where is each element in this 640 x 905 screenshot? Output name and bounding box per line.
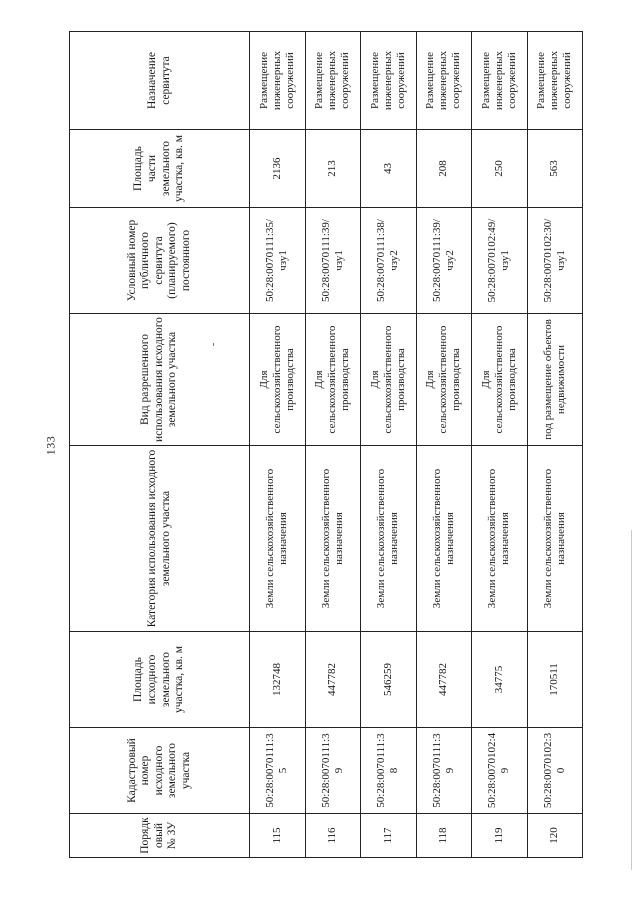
cell-cadastral: 50:28:0070111:39 bbox=[416, 728, 472, 814]
cell-servitude-number: 50:28:0070102:30/чзу1 bbox=[527, 208, 583, 314]
cell-permitted-use: Для сельскохозяйственного производства bbox=[472, 314, 528, 446]
cell-purpose: Размещение инженерных сооружений bbox=[361, 32, 417, 130]
cell-permitted-use: под размещение объектов недвижимости bbox=[527, 314, 583, 446]
cell-part-area: 43 bbox=[361, 130, 417, 208]
header-category: Категория использования исходного земельного участка bbox=[70, 446, 250, 632]
cell-cadastral: 50:28:0070111:38 bbox=[361, 728, 417, 814]
cell-part-area: 213 bbox=[305, 130, 361, 208]
cell-category: Земли сельскохозяйственного назначения bbox=[472, 446, 528, 632]
cell-num: 115 bbox=[250, 814, 306, 858]
cell-servitude-number: 50:28:0070111:39/чзу2 bbox=[416, 208, 472, 314]
cell-category: Земли сельскохозяйственного назначения bbox=[305, 446, 361, 632]
cell-purpose: Размещение инженерных сооружений bbox=[250, 32, 306, 130]
cell-purpose: Размещение инженерных сооружений bbox=[527, 32, 583, 130]
cell-source-area: 34775 bbox=[472, 632, 528, 728]
cell-category: Земли сельскохозяйственного назначения bbox=[527, 446, 583, 632]
cell-cadastral: 50:28:0070102:49 bbox=[472, 728, 528, 814]
table-row bbox=[416, 32, 472, 858]
cell-num: 119 bbox=[472, 814, 528, 858]
cell-cadastral: 50:28:0070111:39 bbox=[305, 728, 361, 814]
cell-part-area: 250 bbox=[472, 130, 528, 208]
cell-servitude-number: 50:28:0070111:38/чзу2 bbox=[361, 208, 417, 314]
servitude-table-container bbox=[69, 32, 583, 858]
cell-source-area: 447782 bbox=[416, 632, 472, 728]
cell-cadastral: 50:28:0070111:35 bbox=[250, 728, 306, 814]
cell-part-area: 563 bbox=[527, 130, 583, 208]
table-row bbox=[305, 32, 361, 858]
cell-category: Земли сельскохозяйственного назначения bbox=[416, 446, 472, 632]
header-purpose: Назначение сервитута bbox=[70, 32, 250, 130]
cell-source-area: 170511 bbox=[527, 632, 583, 728]
page-number: 133 bbox=[43, 435, 58, 456]
header-part-area: Площадь части земельного участка, кв. м bbox=[70, 130, 250, 208]
cell-num: 118 bbox=[416, 814, 472, 858]
cell-part-area: 2136 bbox=[250, 130, 306, 208]
cell-num: 117 bbox=[361, 814, 417, 858]
cell-cadastral: 50:28:0070102:30 bbox=[527, 728, 583, 814]
cell-category: Земли сельскохозяйственного назначения bbox=[361, 446, 417, 632]
servitude-table bbox=[69, 31, 583, 858]
table-row bbox=[527, 32, 583, 858]
header-num: Порядковый № ЗУ bbox=[70, 814, 250, 858]
cell-permitted-use: Для сельскохозяйственного производства bbox=[416, 314, 472, 446]
cell-source-area: 447782 bbox=[305, 632, 361, 728]
cell-permitted-use: Для сельскохозяйственного производства bbox=[361, 314, 417, 446]
header-source-area: Площадь исходного земельного участка, кв. м bbox=[70, 632, 250, 728]
cell-category: Земли сельскохозяйственного назначения bbox=[250, 446, 306, 632]
cell-part-area: 208 bbox=[416, 130, 472, 208]
cell-num: 120 bbox=[527, 814, 583, 858]
header-permitted-use: Вид разрешенного использования исходного земельного участка bbox=[70, 314, 250, 446]
table-row bbox=[361, 32, 417, 858]
cell-permitted-use: Для сельскохозяйственного производства bbox=[305, 314, 361, 446]
cell-purpose: Размещение инженерных сооружений bbox=[305, 32, 361, 130]
cell-purpose: Размещение инженерных сооружений bbox=[472, 32, 528, 130]
header-cadastral: Кадастровый номер исходного земельного участка bbox=[70, 728, 250, 814]
cell-purpose: Размещение инженерных сооружений bbox=[416, 32, 472, 130]
cell-servitude-number: 50:28:0070111:39/чзу1 bbox=[305, 208, 361, 314]
cell-num: 116 bbox=[305, 814, 361, 858]
cell-source-area: 546259 bbox=[361, 632, 417, 728]
table-header-row bbox=[70, 32, 250, 858]
table-row bbox=[472, 32, 528, 858]
cell-servitude-number: 50:28:0070111:35/чзу1 bbox=[250, 208, 306, 314]
cell-servitude-number: 50:28:0070102:49/чзу1 bbox=[472, 208, 528, 314]
scan-edge-line bbox=[631, 530, 632, 870]
header-servitude-number: Условный номер публичного сервитута (планируемого) постоянного bbox=[70, 208, 250, 314]
cell-source-area: 132748 bbox=[250, 632, 306, 728]
cell-permitted-use: Для сельскохозяйственного производства bbox=[250, 314, 306, 446]
table-row bbox=[250, 32, 306, 858]
